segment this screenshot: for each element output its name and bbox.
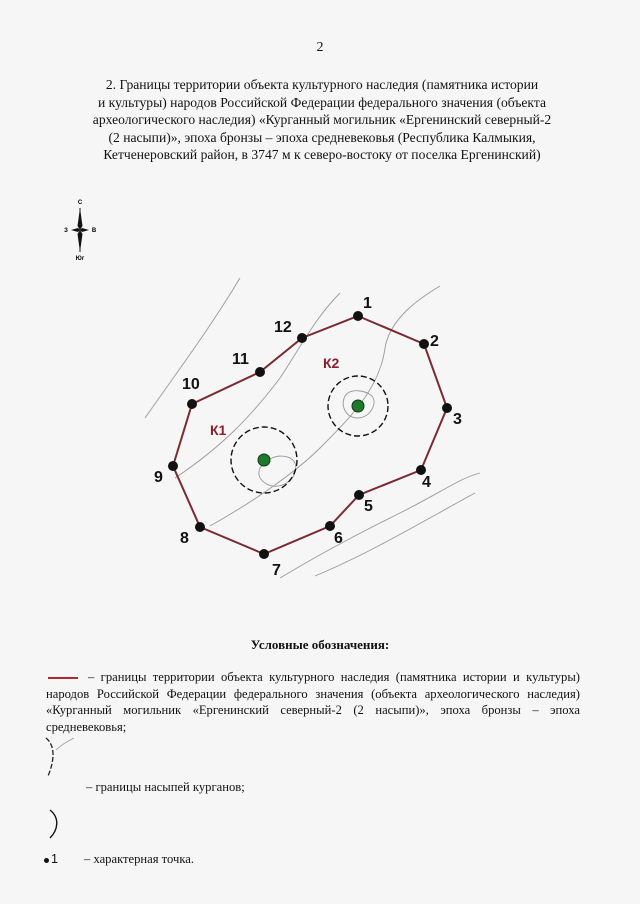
point-label: 3 xyxy=(453,411,462,428)
mound-k1-center xyxy=(258,454,270,466)
boundary-point xyxy=(187,399,197,409)
compass-south-label: Юг xyxy=(75,256,85,262)
point-label: 6 xyxy=(334,530,343,547)
mound-label-k1: К1 xyxy=(210,422,227,438)
point-symbol xyxy=(44,858,49,863)
compass-east-label: В xyxy=(91,228,97,234)
title-line: археологического наследия) «Курганный могильник «Ергенинский северный-2 xyxy=(92,112,552,127)
title-line: 2. Границы территории объекта культурного наследия (памятника истории xyxy=(105,77,539,92)
point-label: 1 xyxy=(363,295,372,312)
point-label: 7 xyxy=(272,562,281,579)
legend-boundary-text: – границы территории объекта культурного наследия (памятника истории и культуры) народов Российской Федерации федерального значения (объекта археологического наследия) «Курганный могильник «Ергенинский северный-2 (2 насыпи)», эпоха бронзы – эпоха средневековья; xyxy=(46,670,580,734)
mound-label-k2: К2 xyxy=(323,355,340,371)
boundary-point xyxy=(353,311,363,321)
point-label: 8 xyxy=(180,530,189,547)
boundary-point xyxy=(168,461,178,471)
point-label: 2 xyxy=(430,333,439,350)
boundary-point xyxy=(195,522,205,532)
boundary-point xyxy=(354,490,364,500)
legend-point-entry xyxy=(44,852,194,867)
point-label: 12 xyxy=(274,319,292,336)
point-label: 5 xyxy=(364,498,373,515)
title-line: и культуры) народов Российской Федерации федерального значения (объекта xyxy=(98,94,546,110)
boundary-point xyxy=(255,367,265,377)
compass-west-label: З xyxy=(64,228,68,234)
boundary-point xyxy=(442,403,452,413)
document-title xyxy=(52,76,592,164)
point-label: 9 xyxy=(154,469,163,486)
point-label: 10 xyxy=(182,376,200,393)
point-label: 11 xyxy=(232,351,249,368)
compass-rose-icon xyxy=(56,196,106,262)
legend-boundary-entry xyxy=(46,669,580,735)
mound-boundary-symbol xyxy=(40,736,80,780)
compass-north-label: С xyxy=(77,200,83,206)
boundary-line-symbol xyxy=(48,677,78,679)
site-plan-map xyxy=(140,268,500,588)
boundary-point xyxy=(297,333,307,343)
boundary-point xyxy=(419,339,429,349)
title-line: (2 насыпи)», эпоха бронзы – эпоха средневековья (Республика Калмыкия, xyxy=(108,129,536,145)
boundary-point xyxy=(259,549,269,559)
point-symbol-label: 1 xyxy=(51,852,59,866)
legend-mound-text: – границы насыпей курганов; xyxy=(86,780,245,794)
title-line: Кетченеровский район, в 3747 м к северо-востоку от поселка Ергенинский) xyxy=(103,147,541,162)
mound-k2-center xyxy=(352,400,364,412)
legend-heading: Условные обозначения: xyxy=(250,637,390,652)
point-label: 4 xyxy=(422,474,431,491)
legend-point-text: – характерная точка. xyxy=(84,852,194,866)
mound-boundary-symbol xyxy=(40,806,70,842)
page-number: 2 xyxy=(316,40,324,55)
